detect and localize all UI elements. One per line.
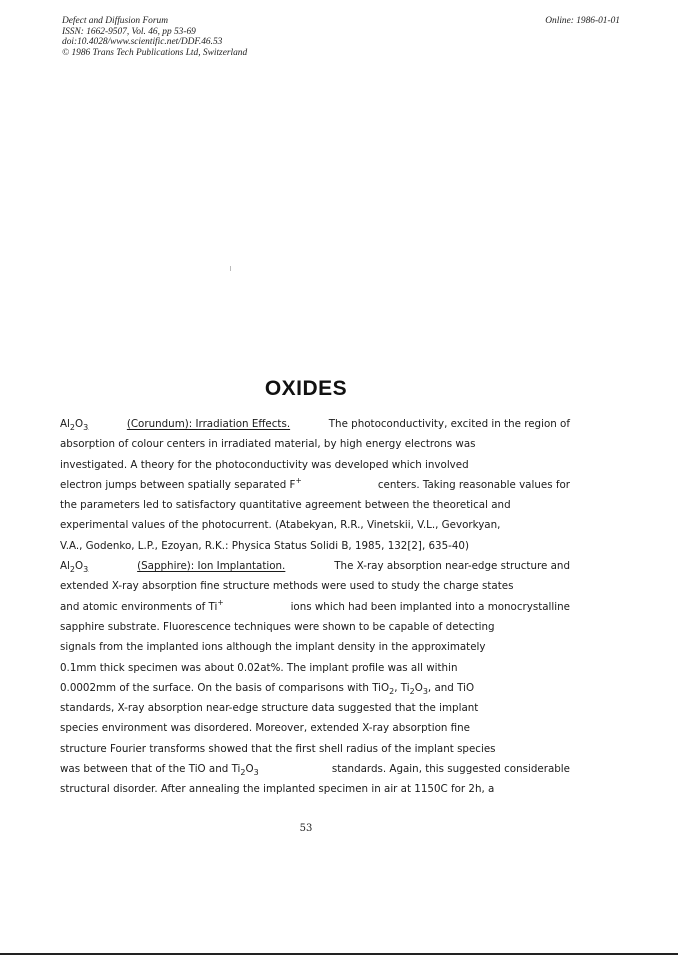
entry-2-heading: (Sapphire): Ion Implantation. <box>137 560 286 573</box>
entry-2-line-8: standards, X-ray absorption near-edge structure data suggested that the implant <box>60 702 479 715</box>
doi-line: doi:10.4028/www.scientific.net/DDF.46.53 <box>62 37 223 48</box>
entry-2-line-12: structural disorder. After annealing the implanted specimen in air at 1150C for 2h, a <box>60 783 495 796</box>
entry-1-line-6: experimental values of the photocurrent. (Atabekyan, R.R., Vinetskii, V.L., Gevorkyan, <box>60 519 501 532</box>
entry-2-line-6: 0.1mm thick specimen was about 0.02at%. The implant profile was all within <box>60 661 458 674</box>
entry-2-line-5: signals from the implanted ions although the implant density in the approximately <box>60 641 486 654</box>
entry-2-line-4: sapphire substrate. Fluorescence techniques were shown to be capable of detecting <box>60 620 495 633</box>
entry-1-line-4: electron jumps between spatially separated F+ centers. Taking reasonable values for <box>60 475 570 491</box>
entry-2-line-3: and atomic environments of Ti+ ions which had been implanted into a monocrystalline <box>60 597 570 613</box>
online-date: Online: 1986-01-01 <box>545 16 620 26</box>
issn-line: ISSN: 1662-9507, Vol. 46, pp 53-69 <box>62 26 196 37</box>
article-body <box>60 414 570 800</box>
entry-1-line-1: $Al_2O_3$ (Corundum): Irradiation Effects. The photoconductivity, excited in the region of <box>60 414 570 434</box>
entry-2-line-7: 0.0002mm of the surface. On the basis of comparisons with TiO$_2$, $Ti_2O_3$, and TiO <box>60 681 475 696</box>
journal-name: Defect and Diffusion Forum <box>62 16 168 26</box>
entry-1-line-5: the parameters led to satisfactory quantitative agreement between the theoretical and <box>60 499 511 512</box>
entry-2-line-9: species environment was disordered. Moreover, extended X-ray absorption fine <box>60 722 471 735</box>
entry-2-line-2: extended X-ray absorption fine structure methods were used to study the charge states <box>60 580 514 593</box>
page-title: OXIDES <box>264 377 348 400</box>
entry-1-line-7: V.A., Godenko, L.P., Ezoyan, R.K.: Physica Status Solidi B, 1985, 132[2], 635-40) <box>60 539 469 552</box>
entry-2-formula: $Al_2O_3$ <box>60 560 89 575</box>
running-header <box>62 16 247 58</box>
entry-2-line-10: structure Fourier transforms showed that the first shell radius of the implant species <box>60 742 496 755</box>
entry-1-line-2: absorption of colour centers in irradiated material, by high energy electrons was <box>60 438 476 451</box>
entry-2-line-11: was between that of the TiO and $Ti_2O_3$ standards. Again, this suggested considerable <box>60 763 570 778</box>
entry-1-line-3: investigated. A theory for the photoconductivity was developed which involved <box>60 458 469 471</box>
bottom-rule <box>0 953 678 955</box>
entry-1-formula: $Al_2O_3$ <box>60 418 89 432</box>
copyright-line: © 1986 Trans Tech Publications Ltd, Switzerland <box>62 47 248 58</box>
entry-2-line-1: $Al_2O_3$ (Sapphire): Ion Implantation. The X-ray absorption near-edge structure and <box>60 556 570 576</box>
page-number: 53 <box>299 823 313 834</box>
scan-speck <box>230 266 231 271</box>
entry-1-heading: (Corundum): Irradiation Effects. <box>126 418 291 430</box>
